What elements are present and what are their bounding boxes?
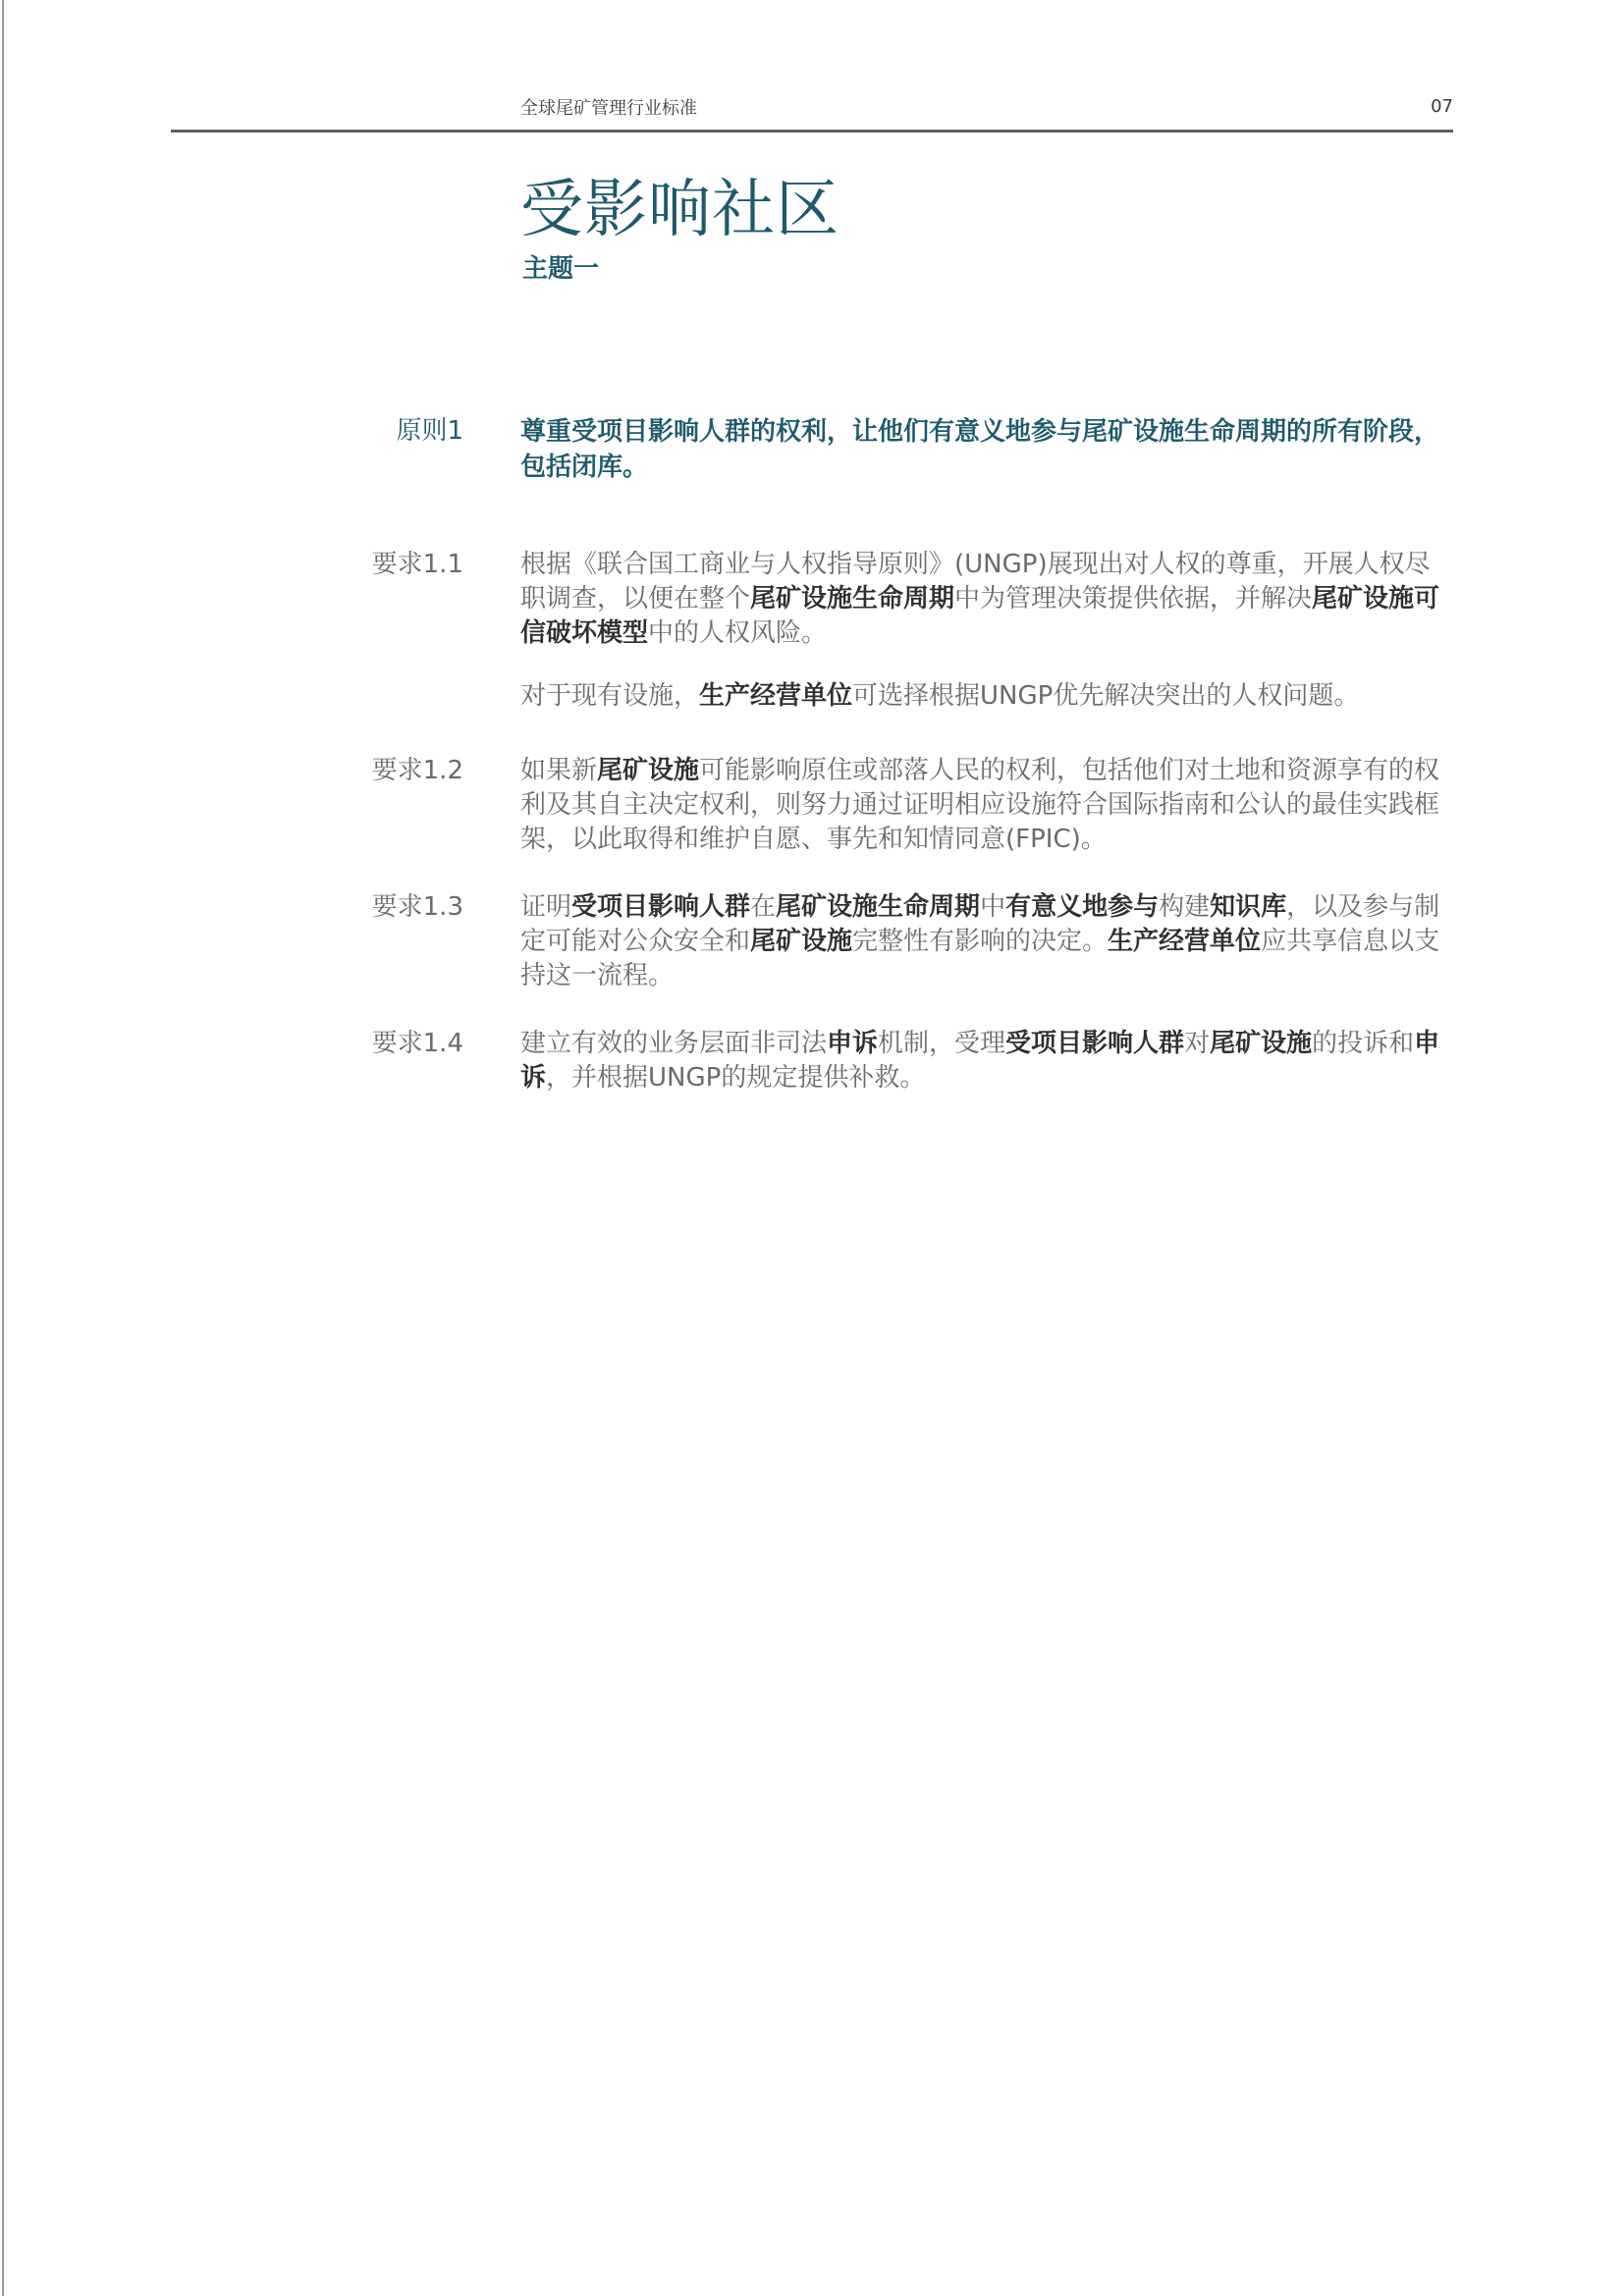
defined-term: 尾矿设施可信破坏模型 (520, 584, 1440, 648)
paragraph: 建立有效的业务层面非司法申诉机制，受理受项目影响人群对尾矿设施的投诉和申诉，并根据UNGP的规定提供补救。 (520, 1029, 1440, 1093)
requirement-label: 要求1.4 (371, 1029, 463, 1058)
paragraph: 证明受项目影响人群在尾矿设施生命周期中有意义地参与构建知识库，以及参与制定可能对公众安全和尾矿设施完整性有影响的决定。生产经营单位应共享信息以支持这一流程。 (520, 892, 1440, 990)
principle-text (520, 414, 1453, 485)
defined-term: 申诉 (520, 1029, 1440, 1093)
page-number: 07 (1431, 96, 1453, 117)
paragraph: 根据《联合国工商业与人权指导原则》(UNGP)展现出对人权的尊重，开展人权尽职调查，以便在整个尾矿设施生命周期中为管理决策提供依据，并解决尾矿设施可信破坏模型中的人权风险。 (520, 550, 1440, 648)
defined-term: 尾矿设施生命周期 (750, 584, 955, 614)
defined-term: 知识库 (1210, 892, 1287, 922)
page-title: 受影响社区 (520, 174, 839, 246)
paragraph: 对于现有设施，生产经营单位可选择根据UNGP优先解决突出的人权问题。 (520, 681, 1360, 711)
requirement-label: 要求1.2 (371, 756, 463, 785)
defined-term: 受项目影响人群 (571, 892, 751, 922)
page-edge-line (2, 0, 4, 2296)
requirement-text (520, 1027, 1453, 1095)
requirement-label: 要求1.1 (371, 550, 463, 579)
defined-term: 尾矿设施 (750, 927, 853, 956)
defined-term: 生产经营单位 (1108, 927, 1262, 956)
requirement-text (520, 890, 1453, 993)
running-header-title: 全球尾矿管理行业标准 (520, 98, 697, 119)
paragraph: 尊重受项目影响人群的权利，让他们有意义地参与尾矿设施生命周期的所有阶段，包括闭库。 (520, 417, 1440, 482)
defined-term: 尾矿设施 (597, 756, 700, 785)
running-header (171, 94, 1453, 132)
principle-label: 原则1 (396, 416, 463, 446)
page-subtitle: 主题一 (522, 254, 600, 284)
requirement-text (520, 754, 1453, 857)
defined-term: 有意义地参与 (1005, 892, 1160, 922)
paragraph: 如果新尾矿设施可能影响原住或部落人民的权利，包括他们对土地和资源享有的权利及其自主决定权利，则努力通过证明相应设施符合国际指南和公认的最佳实践框架，以此取得和维护自愿、事先和知情同意(FPIC)。 (520, 756, 1440, 854)
defined-term: 申诉 (827, 1029, 879, 1058)
requirement-text (520, 548, 1453, 714)
defined-term: 尾矿设施 (1210, 1029, 1313, 1058)
header-rule (171, 130, 1453, 133)
defined-term: 尾矿设施生命周期 (776, 892, 981, 922)
defined-term: 生产经营单位 (699, 681, 853, 711)
defined-term: 受项目影响人群 (1005, 1029, 1185, 1058)
requirement-label: 要求1.3 (371, 892, 463, 922)
